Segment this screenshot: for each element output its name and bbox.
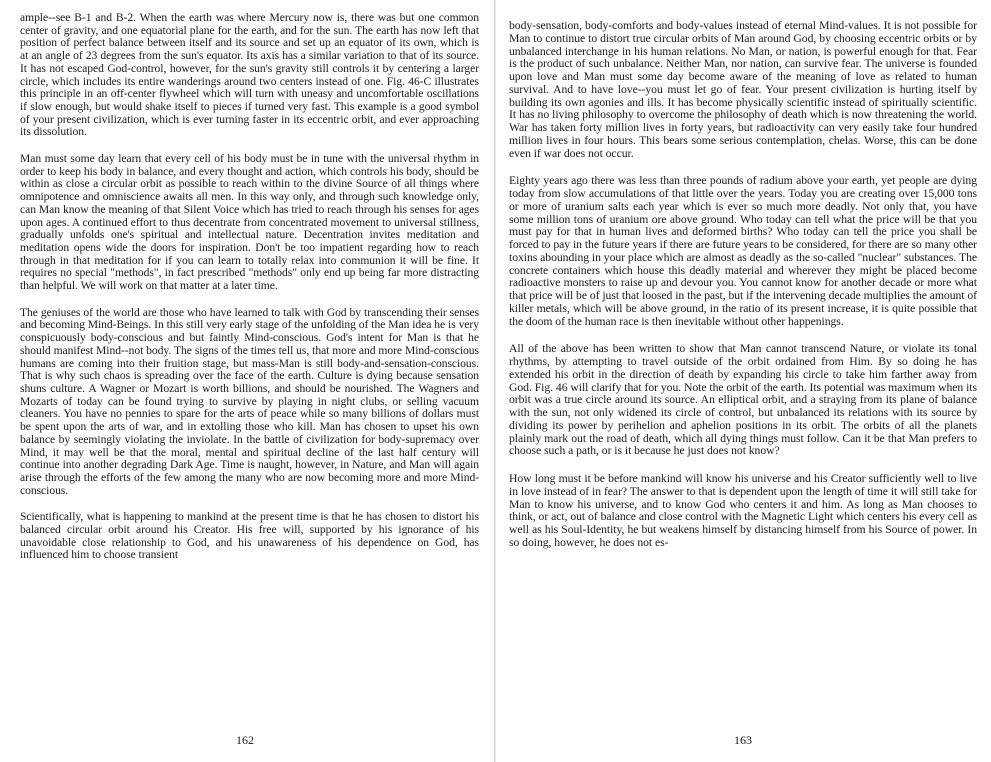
page-number: 163	[734, 733, 752, 747]
page-number: 162	[236, 733, 254, 747]
paragraph: All of the above has been written to show that Man cannot transcend Nature, or violate its tonal rhythms, by attempting to travel outside of the orbit ordained from Him. By so doing he has extended his orbit in the direction of death by expanding his circle to take him farther away from God. Fig. 46 will clarify that for you. Note the orbit of the earth. Its potential was maximum when its orbit was a true circle around its source. An elliptical orbit, and a straying from its plane of balance with the sun, not only widened its circle of control, but unbalanced its relations with its source by dividing its power by perihelion and aphelion positions in its orbit. The orbits of all the planets plainly mark out the road of death, which all dying things must follow. Can it be that Man prefers to choose such a path, or is it because he just does not know?	[509, 342, 977, 458]
book-spine	[494, 0, 496, 762]
paragraph: Eighty years ago there was less than three pounds of radium above your earth, yet people are dying today from slow accumulations of that little over the years. Today you are creating over 15,000 tons or more of uranium salts each year which is ever so much more deadly. Not only that, you have some million tons of uranium ore above ground. Who today can tell what the price will be that you must pay for that in human lives and deformed births? Who today can tell the price you shall be forced to pay in the future years if there are future years to be considered, for there are so many other toxins abounding in your place which are almost as deadly as the so-called "nuclear" substances. The concrete containers which house this deadly material and wherever they might be placed become radioactive monsters to raise up and devour you. You cannot know for another decade or more what that price will be of just that loosed in the past, but if the intervening decade multiplies the amount of killer metals, which will be above ground, in the ratio of its present increase, it is quite possible that the doom of the human race is then inevitable without other happenings.	[509, 174, 977, 328]
paragraph: body-sensation, body-comforts and body-values instead of eternal Mind-values. It is not possible for Man to continue to distort true circular orbits of Man around God, by choosing eccentric orbits or by unbalanced interchange in his human relations. No Man, or nation, is powerful enough for that. Fear is the product of such unbalance. Neither Man, nor nation, can survive fear. The universe is founded upon love and Man must some day become aware of the meaning of love as related to human survival. And to have love--you must let go of fear. Your present civilization is hurting itself by building its own agonies and ills. It has become physically scientific instead of spiritually scientific. It has no living philosophy to overcome the philosophy of death which is now threatening the world. War has taken forty million lives in forty years, but radioactivity can very easily take four hundred million lives in four hours. This bears some serious contemplation, chelas. Worse, this can be done even if war does not occur.	[509, 19, 977, 160]
paragraph: The geniuses of the world are those who have learned to talk with God by transcending their senses and becoming Mind-Beings. In this still very early stage of the unfolding of the Man idea he is very conspicuously body-conscious and but faintly Mind-conscious. God's intent for Man is that he should manifest Mind--not body. The signs of the times tell us, that more and more Mind-conscious humans are coming into their fruition stage, but mass-Man is still body-and-sensation-conscious. That is why such chaos is spreading over the face of the earth. Culture is dying because sensation shuns culture. A Wagner or Mozart is worth billions, and should be nourished. The Wagners and Mozarts of today can be found trying to survive by playing in night clubs, or selling vacuum cleaners. You have no pennies to spare for the arts of peace while so many billions of dollars must be spent upon the arts of war, and in extolling those who kill. Man has chosen to upset his own balance by seemingly violating the inviolate. In the battle of civilization for body-supremacy over Mind, it may well be that the moral, mental and spiritual decline of the last half century will continue into another degrading Dark Age. Time is naught, however, in Nature, and Man will again arise through the efforts of the few among the many who are now becoming more and more Mind-conscious.	[20, 305, 479, 497]
paragraph: Scientifically, what is happening to mankind at the present time is that he has chosen to distort his balanced circular orbit around his Creator. His free will, supported by his ignorance of his unavoidable close relationship to God, and his unawareness of his dependence on God, has influenced him to choose transient	[20, 510, 479, 562]
paragraph: Man must some day learn that every cell of his body must be in tune with the universal rhythm in order to keep his body in balance, and every thought and action, which controls his body, should be within as close a circular orbit as possible to reach within to the divine Source of all things where omnipotence and omniscience awaits all men. In this way only, and through such knowledge only, can Man know the meaning of that Silent Voice which has tried to reach through his senses for ages upon ages. A continued effort to thus decentrate from concentrated movement to universal stillness, gradually unfolds one's spiritual and intellectual nature. Decentration invites meditation and meditation opens wide the doors for inspiration. Don't be too impatient regarding how to reach through in that meditation for if you can learn to totally relax into communion it will be fine. It requires no special "methods", in fact prescribed "methods" only end up being far more distracting than helpful. We will work on that matter at a later time.	[20, 152, 479, 293]
left-page	[0, 0, 493, 762]
right-page	[497, 0, 991, 762]
paragraph: ample--see B-1 and B-2. When the earth was where Mercury now is, there was but one common center of gravity, and one equatorial plane for the earth, and for the sun. The earth has now left that position of perfect balance between itself and its source and set up an equator of its own, which is at an angle of 23 degrees from the sun's equator. Its axis has a similar variation to that of its source. It has not escaped God-control, however, for the sun's gravity still controls it by centering a larger circle, which includes its entire wanderings around two centers instead of one. Fig. 46-C illustrates this principle in an off-center flywheel which will turn with uneasy and uncomfortable oscillations if slow enough, but would shake itself to pieces if turned very fast. This example is a good symbol of your present civilization, which is ever turning faster in its eccentric orbit, and ever approaching its dissolution.	[20, 11, 479, 139]
paragraph: How long must it be before mankind will know his universe and his Creator sufficiently well to live in love instead of in fear? The answer to that is dependent upon the length of time it will still take for Man to know his universe, and to know God who centers it and him. As long as Man chooses to think, or act, out of balance and close control with the Magnetic Light which centers his every cell as well as his Soul-Identity, he but weakens himself by distancing himself from his Source of power. In so doing, however, he does not es-	[509, 472, 977, 549]
